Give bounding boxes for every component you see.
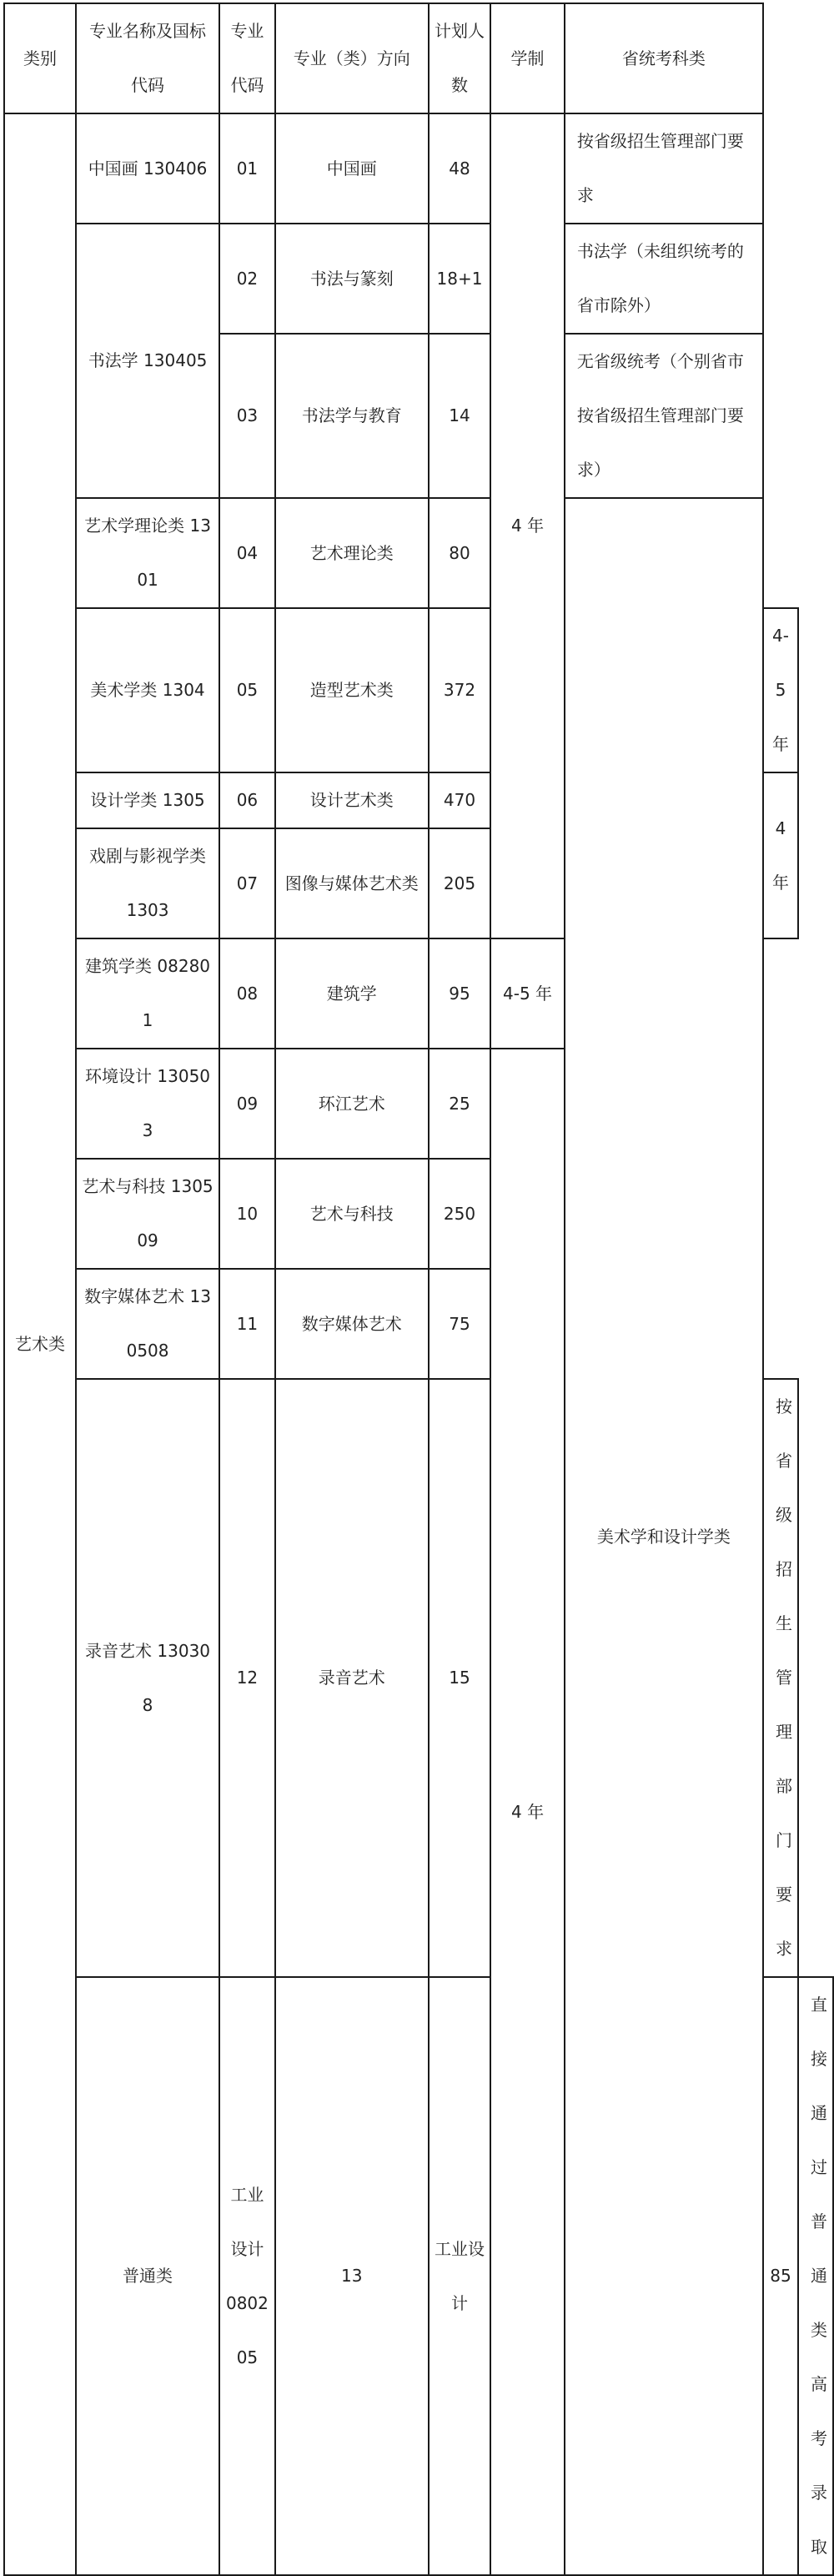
major-code: 02 — [219, 224, 275, 334]
major-name: 工业设计 080205 — [219, 1977, 275, 2575]
major-code: 08 — [219, 938, 275, 1049]
exam-subject: 按省级招生管理部门要求 — [763, 1379, 798, 1977]
header-exam: 省统考科类 — [565, 3, 763, 113]
direction: 艺术理论类 — [275, 498, 429, 608]
table-row — [4, 113, 833, 224]
plan-count: 18+1 — [429, 224, 491, 334]
direction: 设计艺术类 — [275, 772, 429, 828]
table-row — [4, 224, 833, 334]
header-major-name: 专业名称及国标代码 — [76, 3, 219, 113]
duration: 4-5 年 — [763, 608, 798, 772]
table-row — [4, 498, 833, 608]
category-general: 普通类 — [76, 1977, 219, 2575]
major-name: 艺术与科技 130509 — [76, 1159, 219, 1269]
plan-count: 85 — [763, 1977, 798, 2575]
major-code: 12 — [219, 1379, 275, 1977]
major-name: 中国画 130406 — [76, 113, 219, 224]
direction: 建筑学 — [275, 938, 429, 1049]
plan-count: 15 — [429, 1379, 491, 1977]
direction: 艺术与科技 — [275, 1159, 429, 1269]
plan-count: 80 — [429, 498, 491, 608]
direction: 数字媒体艺术 — [275, 1269, 429, 1379]
plan-count: 25 — [429, 1049, 491, 1159]
plan-count: 14 — [429, 334, 491, 498]
direction: 工业设计 — [429, 1977, 491, 2575]
plan-count: 95 — [429, 938, 491, 1049]
major-name: 书法学 130405 — [76, 224, 219, 498]
exam-subject: 无省级统考（个别省市按省级招生管理部门要求） — [565, 334, 763, 498]
direction: 图像与媒体艺术类 — [275, 828, 429, 938]
category-art: 艺术类 — [4, 113, 76, 2575]
exam-subject: 直接通过普通类高考录取 — [798, 1977, 833, 2575]
plan-count: 48 — [429, 113, 491, 224]
duration: 4 年 — [490, 113, 565, 938]
major-code: 13 — [275, 1977, 429, 2575]
enrollment-plan-table — [3, 3, 834, 2576]
major-name: 数字媒体艺术 130508 — [76, 1269, 219, 1379]
direction: 书法与篆刻 — [275, 224, 429, 334]
plan-count: 372 — [429, 608, 491, 772]
major-code: 10 — [219, 1159, 275, 1269]
major-name: 戏剧与影视学类 1303 — [76, 828, 219, 938]
major-code: 04 — [219, 498, 275, 608]
major-name: 设计学类 1305 — [76, 772, 219, 828]
plan-count: 470 — [429, 772, 491, 828]
direction: 环江艺术 — [275, 1049, 429, 1159]
duration: 4-5 年 — [490, 938, 565, 1049]
header-plan: 计划人数 — [429, 3, 491, 113]
major-code: 05 — [219, 608, 275, 772]
major-name: 环境设计 130503 — [76, 1049, 219, 1159]
header-category: 类别 — [4, 3, 76, 113]
major-code: 06 — [219, 772, 275, 828]
direction: 书法学与教育 — [275, 334, 429, 498]
plan-count: 250 — [429, 1159, 491, 1269]
major-code: 07 — [219, 828, 275, 938]
header-major-code: 专业代码 — [219, 3, 275, 113]
duration: 4 年 — [490, 1049, 565, 2575]
duration: 4 年 — [763, 772, 798, 938]
direction: 中国画 — [275, 113, 429, 224]
major-name: 录音艺术 130308 — [76, 1379, 219, 1977]
exam-subject: 美术学和设计学类 — [565, 498, 763, 2575]
direction: 造型艺术类 — [275, 608, 429, 772]
header-duration: 学制 — [490, 3, 565, 113]
header-direction: 专业（类）方向 — [275, 3, 429, 113]
plan-count: 75 — [429, 1269, 491, 1379]
exam-subject: 书法学（未组织统考的省市除外） — [565, 224, 763, 334]
major-code: 11 — [219, 1269, 275, 1379]
major-name: 艺术学理论类 1301 — [76, 498, 219, 608]
major-code: 03 — [219, 334, 275, 498]
plan-count: 205 — [429, 828, 491, 938]
major-code: 09 — [219, 1049, 275, 1159]
major-name: 建筑学类 082801 — [76, 938, 219, 1049]
header-row — [4, 3, 833, 113]
major-name: 美术学类 1304 — [76, 608, 219, 772]
major-code: 01 — [219, 113, 275, 224]
direction: 录音艺术 — [275, 1379, 429, 1977]
exam-subject: 按省级招生管理部门要求 — [565, 113, 763, 224]
